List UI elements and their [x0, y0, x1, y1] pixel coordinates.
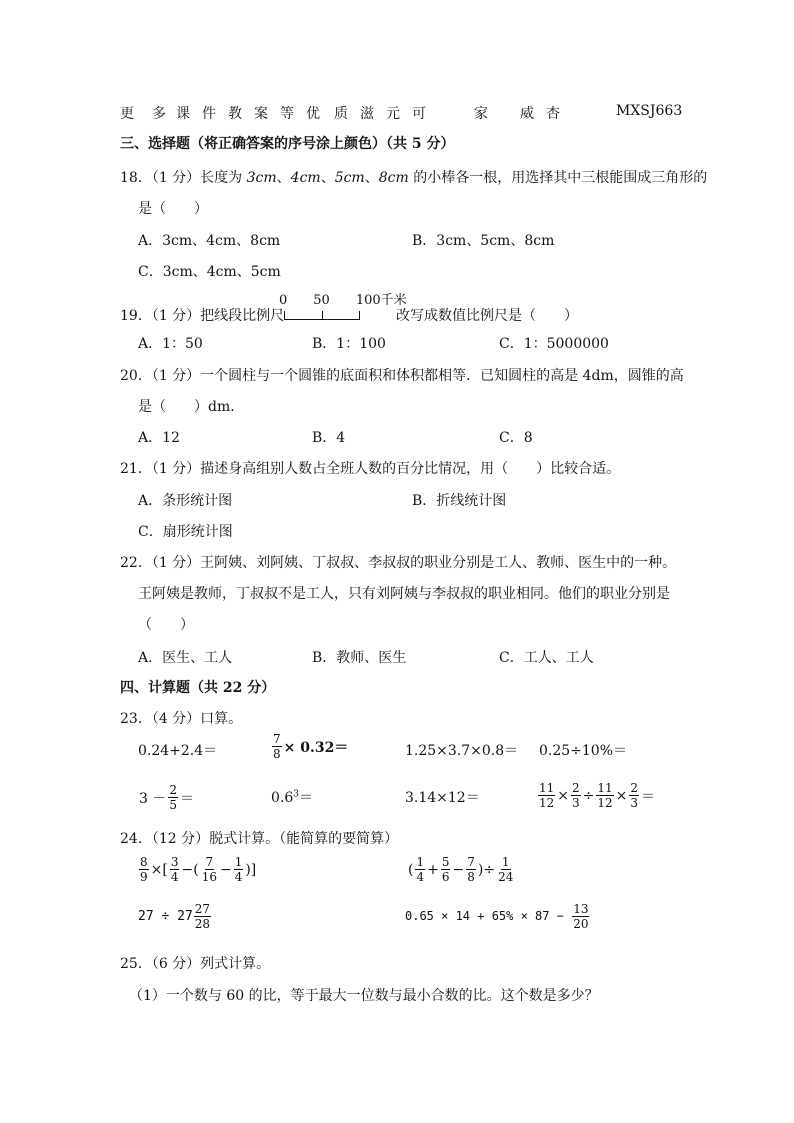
- q18-line1: [120, 167, 707, 187]
- q18-prefix: 18．（1 分）长度为: [120, 170, 247, 186]
- q20-line2: 是（ ）dm．: [138, 399, 245, 415]
- q25-stem: 25．（6 分）列式计算。: [120, 956, 271, 972]
- scale-bar-labels: 0 50 100千米: [279, 293, 407, 308]
- q24-stem: 24．（12 分）脱式计算。（能简算的要简算）: [120, 831, 399, 847]
- q19-stem-suffix: 改写成数值比例尺是（ ）: [396, 308, 578, 324]
- header-char: 可: [412, 106, 426, 122]
- q24-expr-4: 0.65 × 14 + 65% × 87 − $\frac{13}{20}$: [405, 902, 589, 931]
- q21-option-a[interactable]: A．条形统计图: [138, 493, 233, 509]
- header-code: MXSJ663: [616, 103, 683, 119]
- fraction: $\frac{2}{5}$: [169, 783, 177, 812]
- q23-item-4: 0.25÷10%＝: [539, 743, 628, 759]
- header-char: 等: [280, 106, 294, 122]
- q18-suffix: 的小棒各一根，用选择其中三根能围成三角形的: [408, 170, 708, 186]
- q18-option-b[interactable]: B．3cm、5cm、8cm: [412, 233, 555, 249]
- q18-len3: 5cm: [334, 170, 365, 186]
- q18-line2: 是（ ）: [138, 201, 208, 217]
- fraction: $\frac{11}{12}$: [597, 781, 613, 810]
- header-char: 课: [176, 106, 190, 122]
- header-char: 案: [254, 106, 268, 122]
- header-char: 威: [520, 106, 534, 122]
- q18-len4: 8cm: [378, 170, 409, 186]
- q18-sep: 、: [276, 170, 291, 186]
- header-char: 教: [228, 106, 242, 122]
- header-char: 杏: [546, 106, 560, 122]
- q18-option-c[interactable]: C．3cm、4cm、5cm: [138, 264, 281, 280]
- q24-expr-2: ( $\frac{1}{4}$ + $\frac{5}{6}$ − $\frac{7}{8}$ )÷ $\frac{1}{24}$: [408, 855, 514, 884]
- header-char: 元: [386, 106, 400, 122]
- q23-item-2: $\frac{7}{8}$ × 0.32＝: [273, 732, 349, 761]
- q21-option-c[interactable]: C．扇形统计图: [138, 524, 233, 540]
- q24-expr-3: 27 ÷ 27 $\frac{27}{28}$: [138, 902, 211, 931]
- q24-expr-1: $\frac{8}{9}$ ×[ $\frac{3}{4}$ −( $\frac{7}{16}$ − $\frac{1}{4}$ )]: [140, 855, 257, 884]
- q23-item-6: $0.6^3=$: [271, 789, 313, 806]
- q18-len2: 4cm: [290, 170, 321, 186]
- header-char: 多: [152, 106, 166, 122]
- q23-item-1: 0.24+2.4＝: [138, 743, 218, 759]
- fraction: $\frac{2}{3}$: [572, 781, 580, 810]
- header-char: 件: [202, 106, 216, 122]
- q19-stem-prefix: 19．（1 分）把线段比例尺: [120, 308, 285, 324]
- section-4-title: 四、计算题（共 22 分）: [120, 680, 276, 696]
- q22-option-c[interactable]: C．工人、工人: [499, 650, 594, 666]
- q18-sep: 、: [320, 170, 335, 186]
- q22-option-a[interactable]: A．医生、工人: [138, 650, 233, 666]
- q23-item-5: 3 － $\frac{2}{5}$ ＝: [139, 783, 194, 812]
- q20-option-a[interactable]: A．12: [138, 430, 180, 446]
- header-char: 质: [334, 106, 348, 122]
- q22-line3: （ ）: [138, 617, 194, 633]
- q19-option-a[interactable]: A．1：50: [138, 336, 203, 352]
- scale-bar-graphic: [284, 311, 360, 320]
- q23-item-7: 3.14×12＝: [405, 790, 480, 806]
- section-3-title: 三、选择题（将正确答案的序号涂上颜色）（共 5 分）: [120, 136, 455, 152]
- q20-line1: 20．（1 分）一个圆柱与一个圆锥的底面积和体积都相等．已知圆柱的高是 4dm，圆锥的高: [120, 368, 684, 384]
- q20-option-c[interactable]: C．8: [499, 430, 533, 446]
- q18-option-a[interactable]: A．3cm、4cm、8cm: [138, 233, 281, 249]
- q22-line1: 22．（1 分）王阿姨、刘阿姨、丁叔叔、李叔叔的职业分别是工人、教师、医生中的一种。: [120, 555, 677, 571]
- fraction: $\frac{7}{8}$: [273, 732, 281, 761]
- q21-option-b[interactable]: B．折线统计图: [412, 493, 507, 509]
- fraction: $\frac{2}{3}$: [630, 781, 639, 810]
- fraction: $\frac{11}{12}$: [539, 781, 555, 810]
- q23-stem: 23．（4 分）口算。: [120, 711, 243, 727]
- q18-len1: 3cm: [246, 170, 277, 186]
- q23-item-8: $\frac{11}{12}$ × $\frac{2}{3}$ ÷ $\frac{11}{12}$ × $\frac{2}{3}$ ＝: [539, 781, 656, 810]
- header-char: 家: [474, 106, 488, 122]
- header-char: 优: [306, 106, 320, 122]
- header-char: 滋: [360, 106, 374, 122]
- q20-option-b[interactable]: B．4: [312, 430, 346, 446]
- header-char: 更: [120, 106, 134, 122]
- q19-option-b[interactable]: B．1：100: [312, 336, 386, 352]
- q22-line2: 王阿姨是教师，丁叔叔不是工人，只有刘阿姨与李叔叔的职业相同。他们的职业分别是: [138, 586, 670, 602]
- q23-item-3: 1.25×3.7×0.8＝: [405, 743, 519, 759]
- q18-sep: 、: [364, 170, 379, 186]
- q22-option-b[interactable]: B．教师、医生: [312, 650, 407, 666]
- q21-line1: 21．（1 分）描述身高组别人数占全班人数的百分比情况，用（ ）比较合适。: [120, 461, 621, 477]
- q25-sub-1: （1）一个数与 60 的比，等于最大一位数与最小合数的比。这个数是多少？: [129, 988, 599, 1004]
- q19-option-c[interactable]: C．1：5000000: [499, 336, 609, 352]
